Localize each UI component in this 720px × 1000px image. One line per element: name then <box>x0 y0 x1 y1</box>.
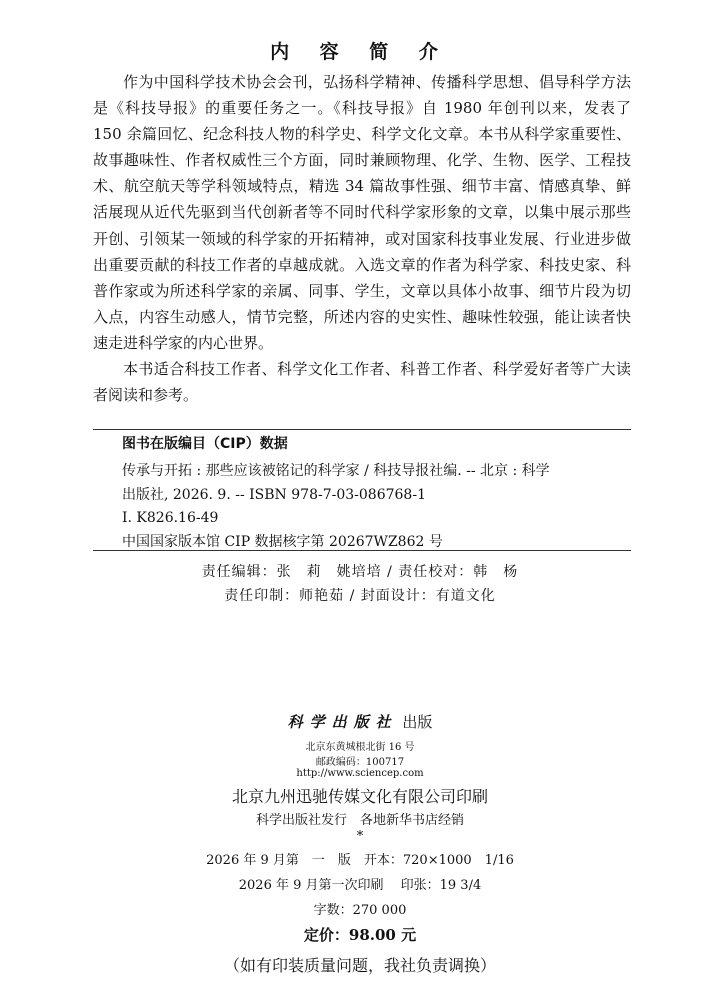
price: 定价：98.00 元 <box>303 926 417 944</box>
summary-title: 内 容 简 介 <box>270 41 450 63</box>
printer-line: 北京九州迅驰传媒文化有限公司印刷 <box>231 787 488 806</box>
publisher-address: 北京东黄城根北街 16 号 <box>305 742 415 753</box>
summary-section <box>93 69 631 408</box>
publisher-name <box>0 711 720 732</box>
quality-notice: （如有印装质量问题，我社负责调换） <box>223 956 496 975</box>
publisher-postcode: 邮政编码：100717 <box>315 757 405 768</box>
separator-asterisk: * <box>356 829 364 844</box>
editors-line-2: 责任印制：师艳茹 / 封面设计：有道文化 <box>224 588 496 604</box>
cip-line-4: 中国国家版本馆 CIP 数据核字第 20267WZ862 号 <box>122 533 443 550</box>
cip-line-1: 传承与开拓 : 那些应该被铭记的科学家 / 科技导报社编. -- 北京 : 科学 <box>122 463 550 479</box>
cip-data <box>122 460 631 554</box>
publisher-website: http://www.sciencep.com <box>296 768 424 779</box>
publisher-logo: 科学出版社 <box>287 713 398 731</box>
word-count: 字数：270 000 <box>313 903 407 918</box>
summary-paragraph-1: 作为中国科学技术协会会刊，弘扬科学精神、传播科学思想、倡导科学方法是《科技导报》的重要任务之一。《科技导报》自 1980 年创刊以来，发表了 150 余篇回忆、纪念科技人物的科学史、科学文化文章。本书从科学家重要性、故事趣味性、作者权威性三个方面，同时兼顾物理、化学、生物、医学、工程技术、航空航天等学科领域特点，精选 34 篇故事性强、细节丰富、情感真挚、鲜活展现从近代先驱到当代创新者等不同时代科学家形象的文章，以集中展示那些开创、引领某一领域的科学家的开拓精神，或对国家科技事业发展、行业进步做出重要贡献的科技工作者的卓越成就。入选文章的作者为科学家、科技史家、科普作家或为所述科学家的亲属、同事、学生，文章以具体小故事、细节片段为切入点，内容生动感人，情节完整，所述内容的史实性、趣味性较强，能让读者快速走进科学家的内心世界。 <box>93 73 631 352</box>
summary-paragraph-2: 本书适合科技工作者、科学文化工作者、科普工作者、科学爱好者等广大读者阅读和参考。 <box>93 360 631 405</box>
cip-line-2: 出版社, 2026. 9. -- ISBN 978-7-03-086768-1 <box>122 486 426 503</box>
cip-bottom-rule <box>93 550 631 551</box>
editors-line-1: 责任编辑：张 莉 姚培培 / 责任校对：韩 杨 <box>201 564 519 580</box>
edition-line: 2026 年 9 月第 一 版 开本：720×1000 1/16 <box>206 853 514 868</box>
printing-line: 2026 年 9 月第一次印刷 印张：19 3/4 <box>238 878 482 893</box>
cip-top-rule <box>93 429 631 430</box>
cip-heading: 图书在版编目（CIP）数据 <box>122 436 288 452</box>
distribution-line: 科学出版社发行 各地新华书店经销 <box>255 813 464 828</box>
publisher-suffix: 出版 <box>402 713 433 731</box>
cip-line-3: Ⅰ. K826.16-49 <box>122 510 219 526</box>
